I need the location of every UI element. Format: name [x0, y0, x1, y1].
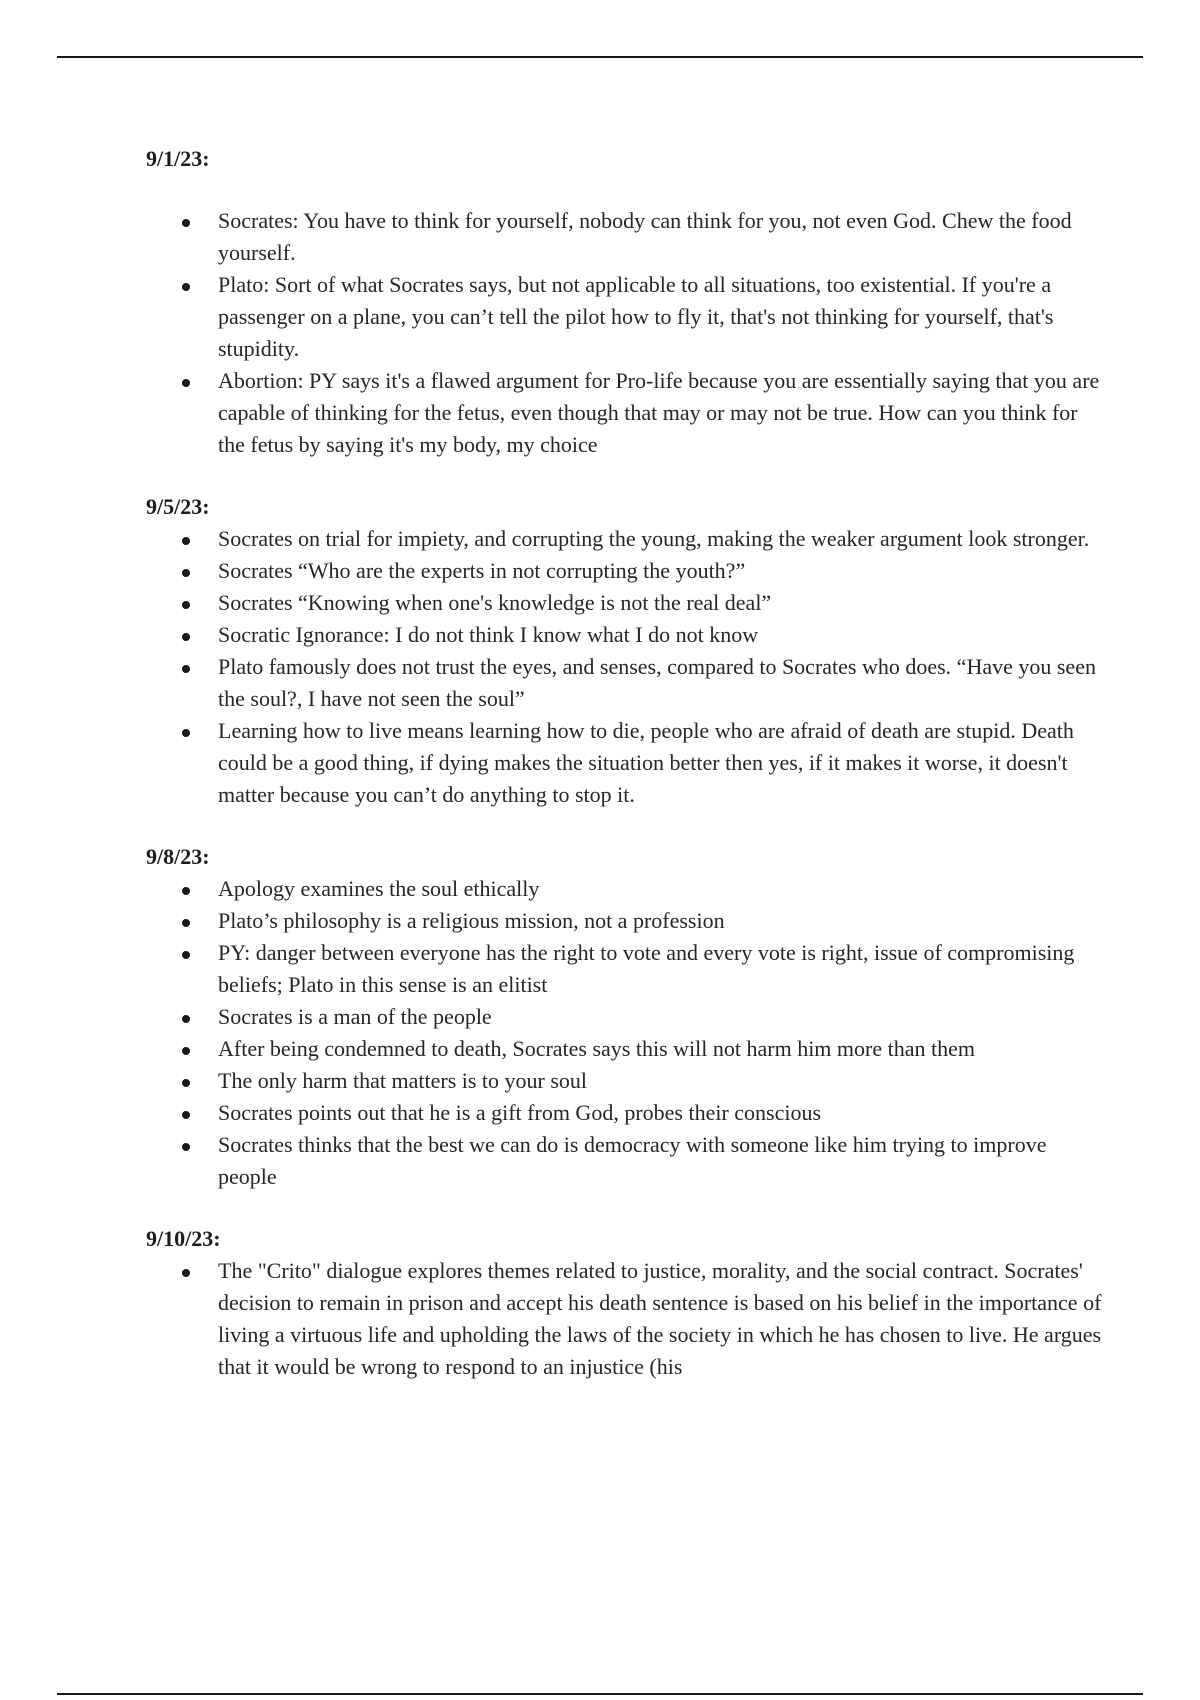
list-item: [146, 619, 1106, 651]
list-item: [146, 205, 1106, 269]
list-item: [146, 1033, 1106, 1065]
note-text: Abortion: PY says it's a flawed argument for Pro-life because you are essentially saying that you are capable of thinking for the fetus, even though that may or may not be true. How can you think for the fetus by saying it's my body, my choice: [218, 368, 1100, 457]
note-list: [146, 523, 1106, 811]
bullet-icon: [182, 1015, 190, 1023]
section-2023-09-05: [146, 491, 1106, 811]
list-item: [146, 873, 1106, 905]
bullet-icon: [182, 951, 190, 959]
section-2023-09-08: [146, 841, 1106, 1193]
note-text: Learning how to live means learning how to die, people who are afraid of death are stupid. Death could be a good thing, if dying makes the situation better then yes, if it makes it worse, it doesn't matter because you can’t do anything to stop it.: [218, 718, 1074, 807]
bullet-icon: [182, 601, 190, 609]
bullet-icon: [182, 665, 190, 673]
note-text: Socrates: You have to think for yourself, nobody can think for you, not even God. Chew the food yourself.: [218, 208, 1072, 265]
bullet-icon: [182, 729, 190, 737]
note-text: PY: danger between everyone has the right to vote and every vote is right, issue of compromising beliefs; Plato in this sense is an elitist: [218, 940, 1075, 997]
note-list: [146, 873, 1106, 1193]
bullet-icon: [182, 283, 190, 291]
note-text: Socrates “Who are the experts in not corrupting the youth?”: [218, 558, 746, 583]
bullet-icon: [182, 1047, 190, 1055]
bullet-icon: [182, 1143, 190, 1151]
bullet-icon: [182, 1079, 190, 1087]
note-text: Plato: Sort of what Socrates says, but not applicable to all situations, too existential. If you're a passenger on a plane, you can’t tell the pilot how to fly it, that's not thinking for yourself, that's stupidity.: [218, 272, 1054, 361]
bottom-rule: [57, 1693, 1143, 1695]
note-text: Plato famously does not trust the eyes, and senses, compared to Socrates who does. “Have you seen the soul?, I have not seen the soul”: [218, 654, 1096, 711]
note-list: [146, 205, 1106, 461]
note-text: Apology examines the soul ethically: [218, 876, 540, 901]
bullet-icon: [182, 919, 190, 927]
bullet-icon: [182, 633, 190, 641]
list-item: [146, 651, 1106, 715]
bullet-icon: [182, 379, 190, 387]
section-date: 9/10/23:: [146, 1226, 221, 1251]
bullet-icon: [182, 1111, 190, 1119]
bullet-icon: [182, 537, 190, 545]
note-text: Socrates “Knowing when one's knowledge is not the real deal”: [218, 590, 772, 615]
section-date: 9/1/23:: [146, 146, 210, 171]
list-item: [146, 523, 1106, 555]
note-text: Plato’s philosophy is a religious mission, not a profession: [218, 908, 725, 933]
list-item: [146, 1001, 1106, 1033]
note-text: Socratic Ignorance: I do not think I know what I do not know: [218, 622, 759, 647]
note-text: After being condemned to death, Socrates says this will not harm him more than them: [218, 1036, 975, 1061]
notes-body: [146, 143, 1106, 1383]
note-text: The only harm that matters is to your soul: [218, 1068, 588, 1093]
list-item: [146, 905, 1106, 937]
section-date: 9/8/23:: [146, 844, 210, 869]
list-item: [146, 1097, 1106, 1129]
list-item: [146, 555, 1106, 587]
list-item: [146, 715, 1106, 811]
list-item: [146, 1255, 1106, 1383]
note-text: Socrates is a man of the people: [218, 1004, 492, 1029]
note-text: The "Crito" dialogue explores themes related to justice, morality, and the social contract. Socrates' decision to remain in prison and accept his death sentence is based on his belief in the importance of living a virtuous life and upholding the laws of the society in which he has chosen to live. He argues that it would be wrong to respond to an injustice (his: [218, 1258, 1102, 1379]
note-list: [146, 1255, 1106, 1383]
section-2023-09-10: [146, 1223, 1106, 1383]
list-item: [146, 1065, 1106, 1097]
note-text: Socrates thinks that the best we can do is democracy with someone like him trying to improve people: [218, 1132, 1047, 1189]
note-text: Socrates points out that he is a gift from God, probes their conscious: [218, 1100, 822, 1125]
section-2023-09-01: [146, 143, 1106, 461]
list-item: [146, 269, 1106, 365]
list-item: [146, 365, 1106, 461]
bullet-icon: [182, 887, 190, 895]
top-rule: [57, 56, 1143, 58]
bullet-icon: [182, 219, 190, 227]
bullet-icon: [182, 1269, 190, 1277]
list-item: [146, 587, 1106, 619]
bullet-icon: [182, 569, 190, 577]
list-item: [146, 1129, 1106, 1193]
section-date: 9/5/23:: [146, 494, 210, 519]
list-item: [146, 937, 1106, 1001]
note-text: Socrates on trial for impiety, and corrupting the young, making the weaker argument look stronger.: [218, 526, 1090, 551]
